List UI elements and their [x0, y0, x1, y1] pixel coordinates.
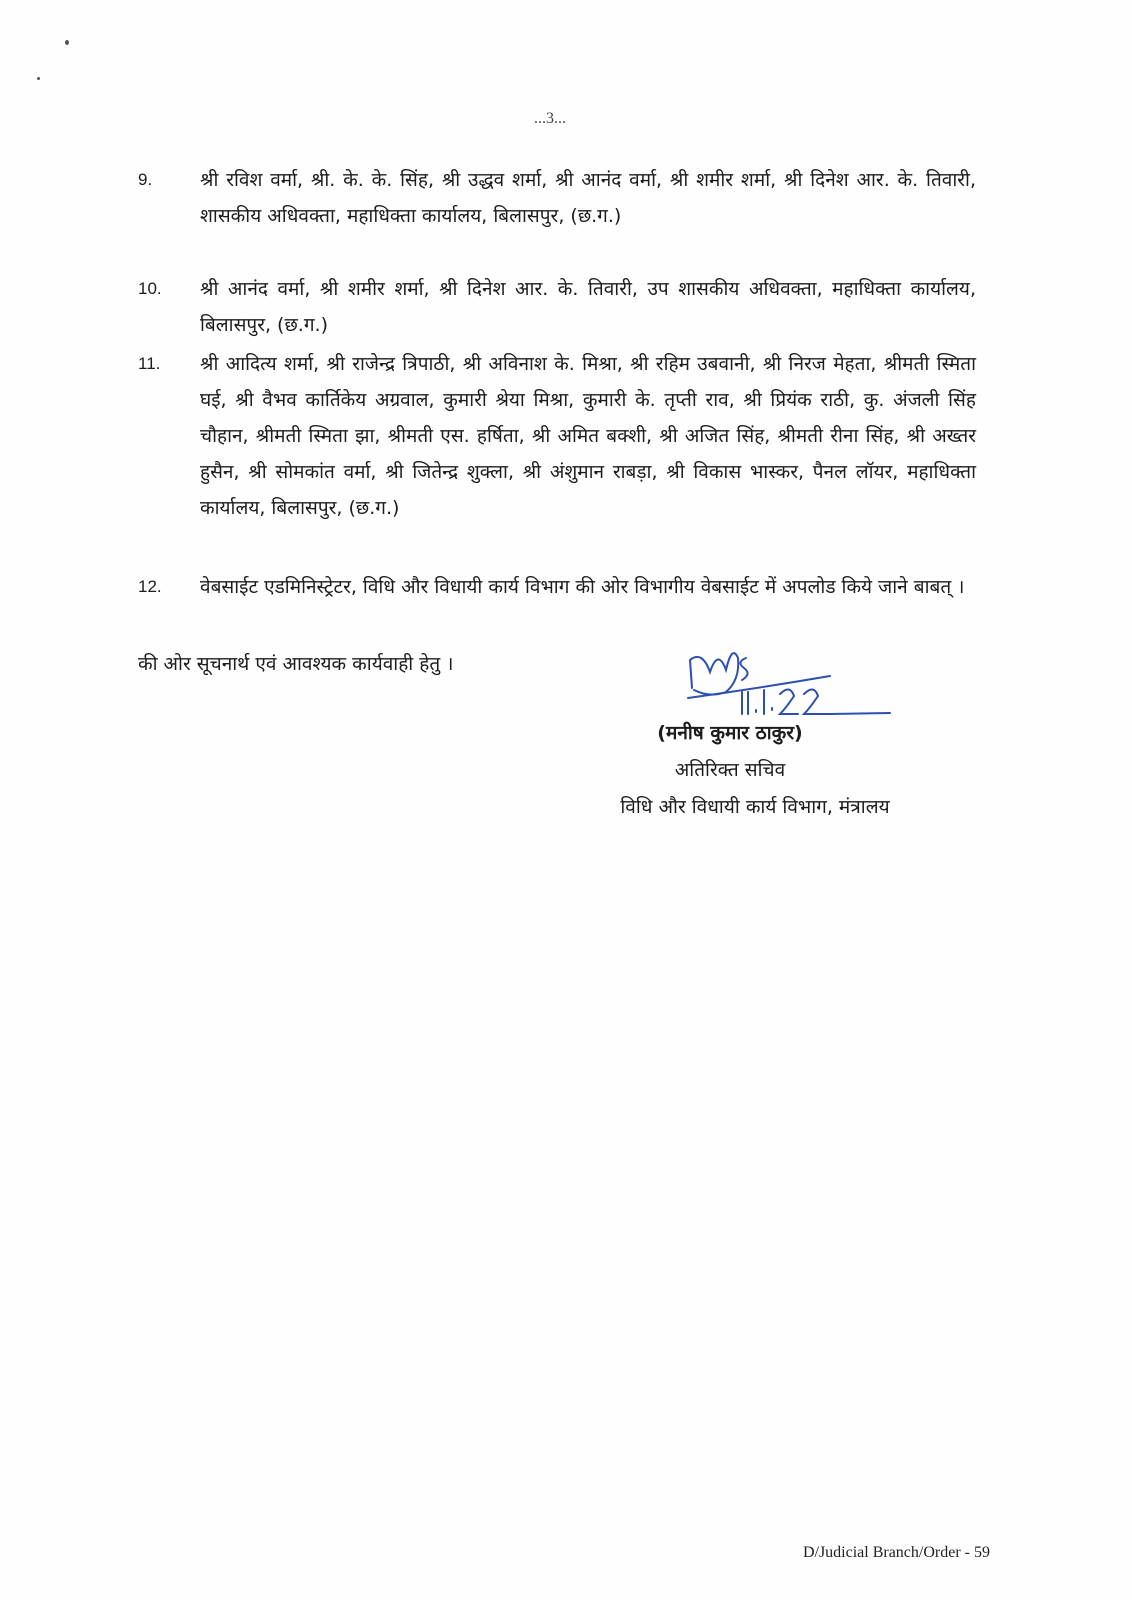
signature-stroke	[688, 676, 830, 698]
page-number-marker: ...3...	[534, 110, 566, 127]
list-item	[138, 271, 976, 343]
list-item	[138, 162, 976, 234]
list-item	[138, 346, 976, 526]
list-item	[138, 569, 976, 605]
scan-speck	[65, 40, 69, 45]
item-number: 9.	[138, 170, 153, 189]
signature	[680, 640, 900, 720]
item-text: वेबसाईट एडमिनिस्ट्रेटर, विधि और विधायी कार्य विभाग की ओर विभागीय वेबसाईट में अपलोड किये जाने बाबत् ।	[200, 576, 965, 598]
signature-stroke	[690, 653, 738, 694]
signatory-designation: अतिरिक्त सचिव	[674, 759, 786, 781]
closing-line: की ओर सूचनार्थ एवं आवश्यक कार्यवाही हेतु ।	[138, 653, 454, 675]
footer-reference: D/Judicial Branch/Order - 59	[802, 1544, 990, 1561]
signatory-department: विधि और विधायी कार्य विभाग, मंत्रालय	[620, 796, 890, 818]
signatory-name: (मनीष कुमार ठाकुर)	[657, 722, 803, 744]
date-stroke	[742, 689, 890, 714]
item-number: 10.	[138, 279, 162, 298]
item-number: 12.	[138, 577, 162, 596]
signature-stroke	[740, 658, 747, 680]
item-text: श्री आदित्य शर्मा, श्री राजेन्द्र त्रिपाठी, श्री अविनाश के. मिश्रा, श्री रहिम उबवानी, श्री निरज मेहता, श्रीमती स्मिता घई, श्री वैभव कार्तिकेय अग्रवाल, कुमारी श्रेया मिश्रा, कुमारी के. तृप्ती राव, श्री प्रियंक राठी, कु. अंजली सिंह चौहान, श्रीमती स्मिता झा, श्रीमती एस. हर्षिता, श्री अमित बक्शी, श्री अजित सिंह, श्रीमती रीना सिंह, श्री अख्तर हुसैन, श्री सोमकांत वर्मा, श्री जितेन्द्र शुक्ला, श्री अंशुमान राबड़ा, श्री विकास भास्कर, पैनल लॉयर, महाधिक्ता कार्यालय, बिलासपुर, (छ.ग.)	[200, 353, 976, 519]
item-number: 11.	[138, 354, 161, 373]
scan-speck	[37, 77, 40, 80]
item-text: श्री रविश वर्मा, श्री. के. के. सिंह, श्री उद्धव शर्मा, श्री आनंद वर्मा, श्री शमीर शर्मा, श्री दिनेश आर. के. तिवारी, शासकीय अधिवक्ता, महाधिक्ता कार्यालय, बिलासपुर, (छ.ग.)	[200, 169, 976, 227]
item-text: श्री आनंद वर्मा, श्री शमीर शर्मा, श्री दिनेश आर. के. तिवारी, उप शासकीय अधिवक्ता, महाधिक्ता कार्यालय, बिलासपुर, (छ.ग.)	[200, 278, 976, 336]
